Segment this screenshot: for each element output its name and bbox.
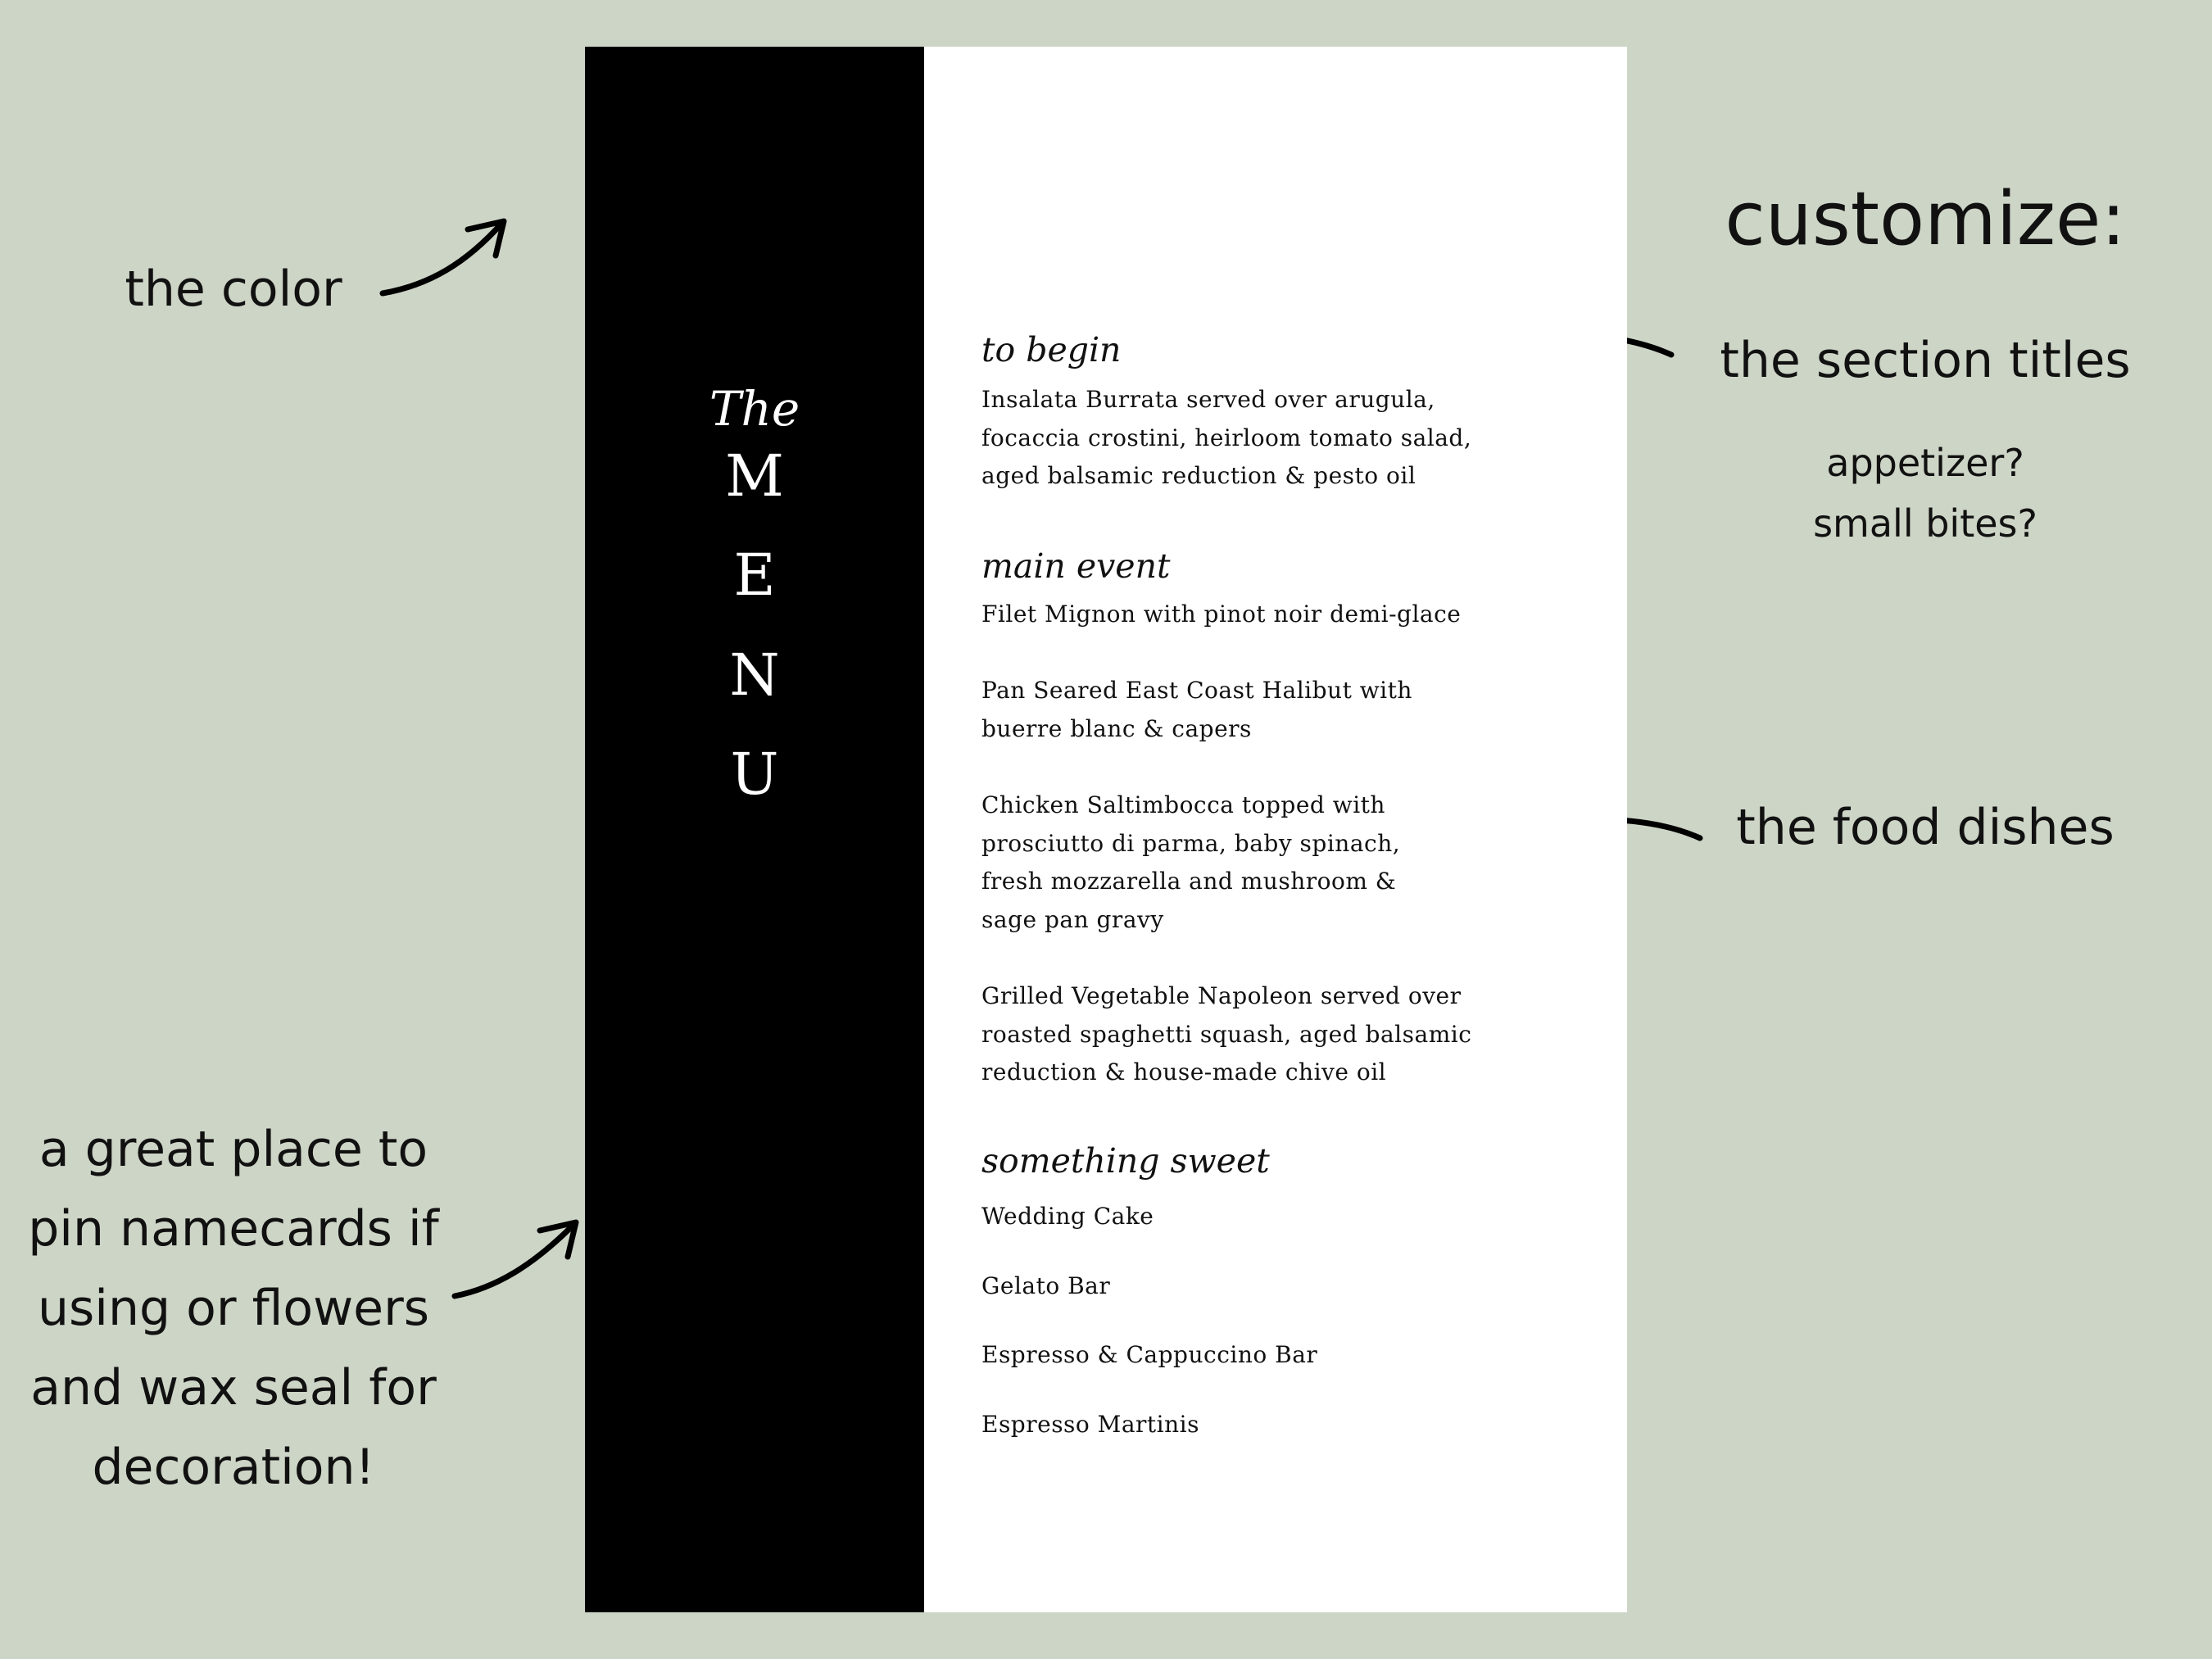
- band-the-text: The: [709, 381, 800, 437]
- pin-note-line: decoration!: [92, 1439, 375, 1496]
- dish-line: Wedding Cake: [981, 1203, 1154, 1230]
- section-titles-note: the section titles: [1720, 332, 2131, 389]
- dish-item: [981, 977, 1471, 1092]
- dish-line: Espresso Martinis: [981, 1411, 1199, 1438]
- dish-line: Espresso & Cappuccino Bar: [981, 1341, 1318, 1368]
- the-color-note: the color: [125, 261, 342, 318]
- arrow-to-color-icon: [373, 213, 520, 303]
- dish-item: [981, 1267, 1110, 1306]
- dish-item: [981, 672, 1412, 748]
- dish-line: prosciutto di parma, baby spinach,: [981, 829, 1401, 857]
- section-title-main-event: main event: [981, 546, 1171, 586]
- pin-namecards-note: [16, 1110, 451, 1507]
- dish-item: [981, 1198, 1154, 1236]
- section-title-something-sweet: something sweet: [981, 1141, 1270, 1181]
- pin-note-line: pin namecards if: [28, 1200, 439, 1258]
- dish-line: aged balsamic reduction & pesto oil: [981, 462, 1416, 489]
- dish-item: [981, 596, 1461, 634]
- dish-line: Chicken Saltimbocca topped with: [981, 791, 1385, 818]
- appetizer-note: appetizer?: [1826, 441, 2024, 485]
- dish-line: buerre blanc & capers: [981, 714, 1252, 742]
- dish-line: Filet Mignon with pinot noir demi-glace: [981, 601, 1462, 628]
- small-bites-note: small bites?: [1813, 501, 2037, 546]
- band-letter-n: N: [729, 641, 780, 709]
- band-letter-u: U: [730, 741, 779, 808]
- pin-note-line: using or flowers: [37, 1280, 429, 1337]
- section-title-to-begin: to begin: [981, 330, 1122, 369]
- menu-color-band: [585, 47, 924, 1612]
- pin-note-line: a great place to: [39, 1121, 428, 1178]
- dish-item: [981, 1406, 1199, 1444]
- dish-item: [981, 786, 1400, 939]
- dish-line: Pan Seared East Coast Halibut with: [981, 677, 1412, 704]
- dish-item: [981, 1336, 1317, 1375]
- pin-note-line: and wax seal for: [30, 1359, 437, 1416]
- dish-line: Insalata Burrata served over arugula,: [981, 386, 1435, 413]
- band-letter-m: M: [725, 442, 784, 510]
- dish-line: roasted spaghetti squash, aged balsamic: [981, 1020, 1472, 1048]
- dish-line: focaccia crostini, heirloom tomato salad,: [981, 424, 1472, 451]
- dish-line: Gelato Bar: [981, 1272, 1111, 1299]
- customize-heading: customize:: [1725, 176, 2126, 262]
- arrow-to-band-icon: [446, 1213, 586, 1311]
- menu-body: [981, 47, 1604, 1612]
- food-dishes-note: the food dishes: [1736, 799, 2115, 856]
- dish-line: fresh mozzarella and mushroom &: [981, 868, 1397, 895]
- dish-line: reduction & house-made chive oil: [981, 1058, 1387, 1086]
- dish-line: sage pan gravy: [981, 905, 1164, 933]
- menu-card: [585, 47, 1627, 1612]
- band-letter-e: E: [733, 542, 776, 609]
- dish-item: [981, 381, 1471, 496]
- dish-line: Grilled Vegetable Napoleon served over: [981, 982, 1462, 1009]
